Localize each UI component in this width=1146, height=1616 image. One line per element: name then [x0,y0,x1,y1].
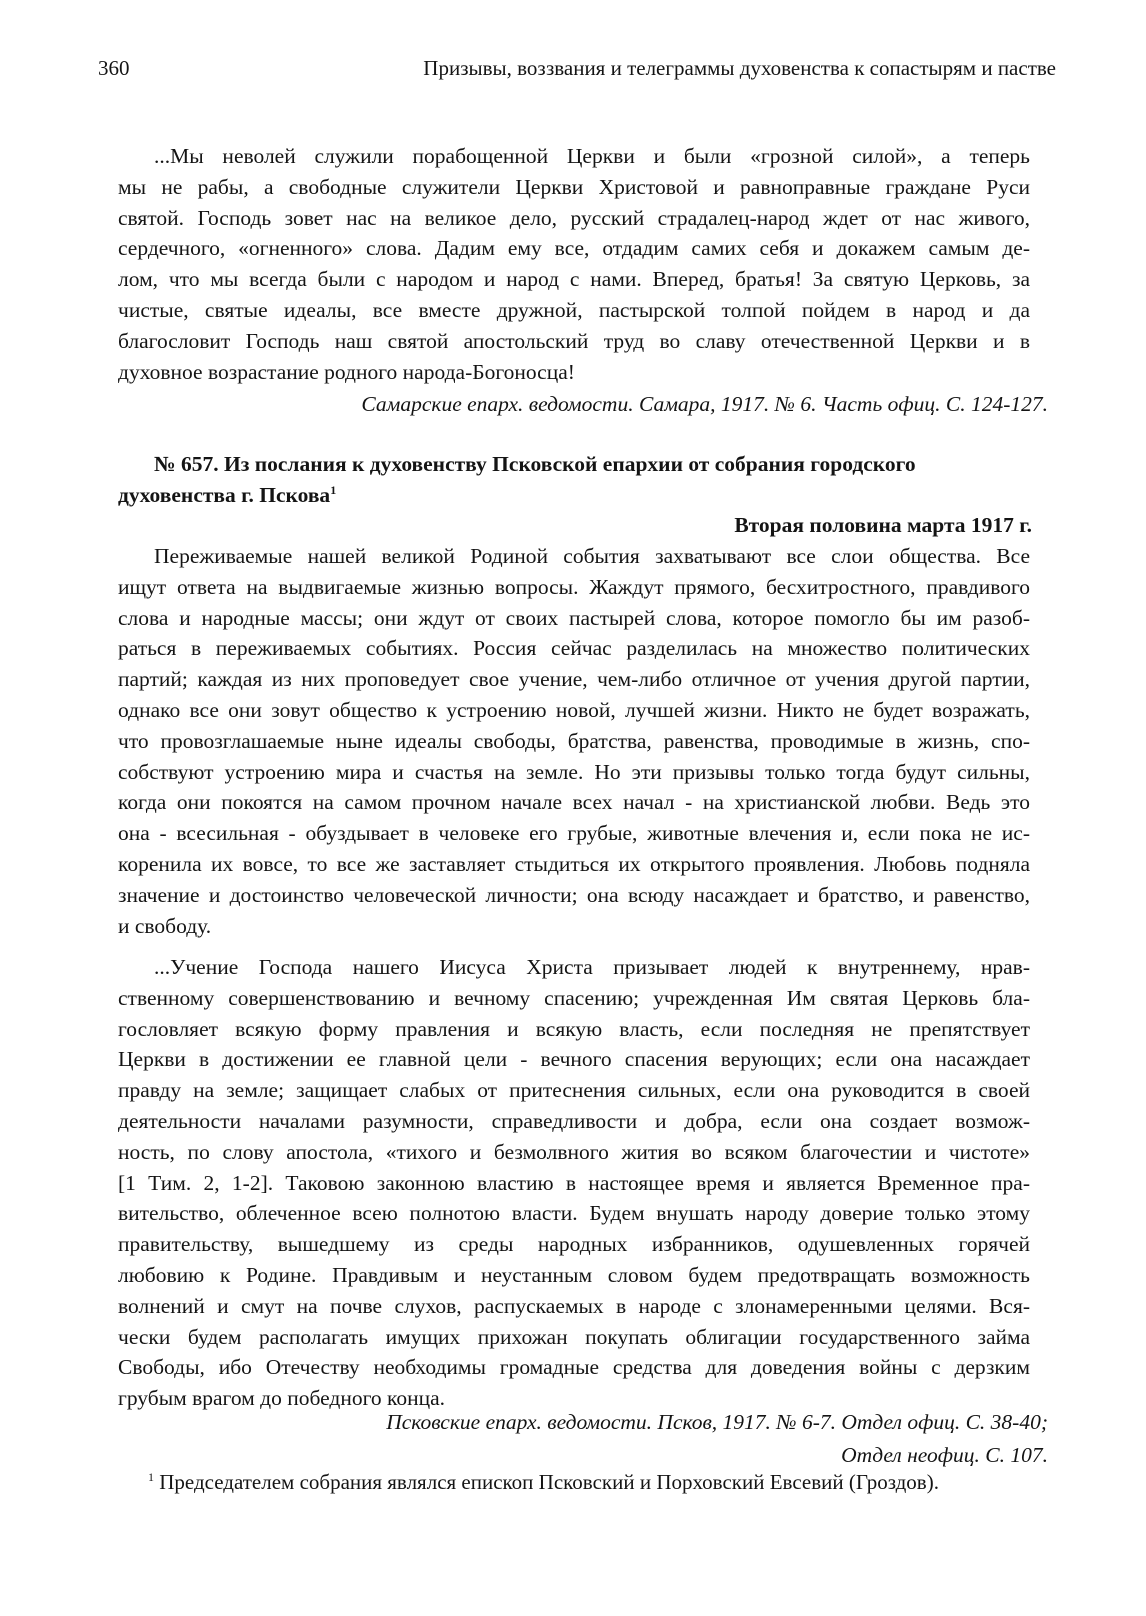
text-line: однако все они зовут общество к устроению новой, лучшей жизни. Никто не будет возражать, [118,697,1030,722]
text-line: слова и народные массы; они ждут от своих пастырей слова, которое помогло бы им разоб- [118,605,1030,630]
text-line: ность, по слову апостола, «тихого и безмолвного жития во всяком благочестии и чистоте» [118,1139,1030,1164]
text-line: ищут ответа на выдвигаемые жизнью вопросы. Жаждут прямого, бесхитростного, правдивого [118,574,1030,599]
text-line: лом, что мы всегда были с народом и народ с нами. Вперед, братья! За святую Церковь, за [118,267,1030,292]
text-line: коренила их вовсе, то все же заставляет стыдиться их открытого проявления. Любовь подняла [118,851,1030,876]
heading-line-2 [118,477,1030,508]
text-line: Свободы, ибо Отечеству необходимы громадные средства для доведения войны с дерзким [118,1355,1030,1380]
page-number: 360 [98,56,130,80]
text-line: собствуют устроению мира и счастья на земле. Но эти призывы только тогда будут сильны, [118,759,1030,784]
text-line: правительству, вышедшему из среды народных избранников, одушевленных горячей [118,1232,1030,1257]
text-line: деятельности началами разумности, справедливости и добра, если она создает возмож- [118,1108,1030,1133]
text-line: что провозглашаемые ныне идеалы свободы, братства, равенства, проводимые в жизнь, спо- [118,728,1030,753]
text-line: любовию к Родине. Правдивым и неустанным словом будем предотвращать возможность [118,1262,1030,1287]
text-line: раться в переживаемых событиях. Россия сейчас разделилась на множество политических [118,636,1030,661]
document-date: Вторая половина марта 1917 г. [734,513,1032,537]
heading-line-2-text: духовенства г. Пскова [118,483,331,508]
document-citation-line-1: Псковские епарх. ведомости. Псков, 1917. № 6-7. Отдел офиц. С. 38-40; [386,1410,1048,1434]
document-heading [118,451,1030,508]
text-line: чистые, святые идеалы, все вместе дружной, пастырской толпой пойдем в народ и да [118,297,1030,322]
text-line: гословляет всякую форму правления и всякую власть, если последняя не препятствует [118,1016,1030,1041]
section1-paragraph [118,141,1030,387]
text-line: грубым врагом до победного конца. [118,1386,446,1411]
footnote-ref[interactable]: 1 [330,483,337,497]
text-line: духовное возрастание родного народа-Богоносца! [118,359,575,384]
text-line: мы не рабы, а свободные служители Церкви Христовой и равноправные граждане Руси [118,174,1030,199]
text-line: правду на земле; защищает слабых от притеснения сильных, если она руководится в своей [118,1078,1030,1103]
text-line: волнений и смут на почве слухов, распускаемых в народе с злонамеренными целями. Вся- [118,1293,1030,1318]
text-line: сердечного, «огненного» слова. Дадим ему все, отдадим самих себя и докажем самым де- [118,236,1030,261]
text-line: она - всесильная - обуздывает в человеке его грубые, животные влечения и, если пока не ис- [118,821,1030,846]
text-line: благословит Господь наш святой апостольский труд во славу отечественной Церкви и в [118,328,1030,353]
footnote [148,1470,939,1495]
document-citation-line-2: Отдел неофиц. С. 107. [841,1443,1048,1467]
document-paragraph-2 [118,952,1030,1414]
section1-citation: Самарские епарх. ведомости. Самара, 1917. № 6. Часть офиц. С. 124-127. [361,392,1048,416]
text-line: и свободу. [118,913,212,938]
document-paragraph-1 [118,541,1030,941]
footnote-text: Председателем собрания являлся епископ Псковский и Порховский Евсевий (Гроздов). [159,1470,939,1494]
text-line: партий; каждая из них проповедует свое учение, чем-либо отличное от учения другой партии, [118,667,1030,692]
text-line: значение и достоинство человеческой личности; она всюду насаждает и братство, и равенство, [118,882,1030,907]
text-line: ственному совершенствованию и вечному спасению; учрежденная Им святая Церковь бла- [118,985,1030,1010]
heading-line-1: № 657. Из послания к духовенству Псковской епархии от собрания городского [154,452,916,476]
text-line: ...Учение Господа нашего Иисуса Христа призывает людей к внутреннему, нрав- [154,955,1030,979]
running-title: Призывы, воззвания и телеграммы духовенства к сопастырям и пастве [423,56,1056,80]
text-line: чески будем располагать имущих прихожан покупать облигации государственного займа [118,1324,1030,1349]
text-line: святой. Господь зовет нас на великое дело, русский страдалец-народ ждет от нас живого, [118,205,1030,230]
text-line: ...Мы неволей служили порабощенной Церкви и были «грозной силой», а теперь [154,144,1030,168]
text-line: когда они покоятся на самом прочном начале всех начал - на христианской любви. Ведь это [118,790,1030,815]
text-line: Церкви в достижении ее главной цели - вечного спасения верующих; если она насаждает [118,1047,1030,1072]
text-line: вительство, облеченное всею полнотою власти. Будем внушать народу доверие только этому [118,1201,1030,1226]
text-line: [1 Тим. 2, 1-2]. Таковою законною властию в настоящее время и является Временное пра- [118,1170,1030,1195]
footnote-mark: 1 [148,1470,154,1484]
text-line: Переживаемые нашей великой Родиной события захватывают все слои общества. Все [154,544,1030,568]
